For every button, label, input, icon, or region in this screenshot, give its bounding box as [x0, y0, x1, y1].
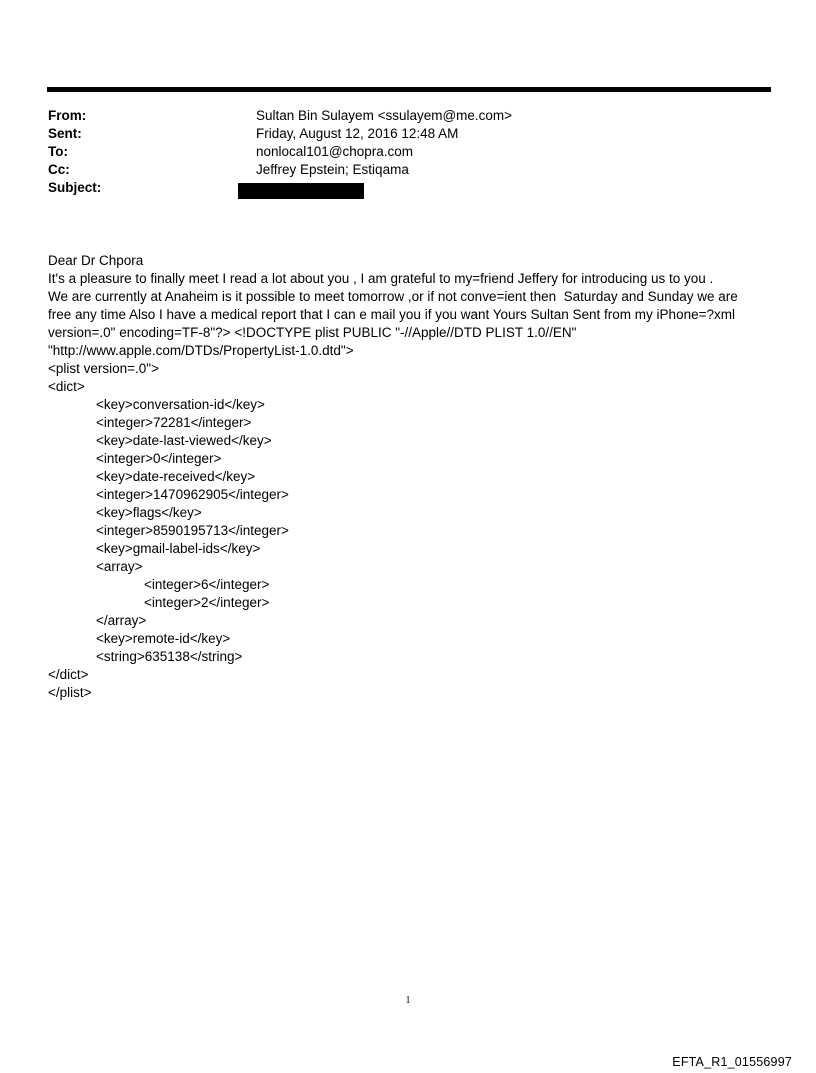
cc-row: [48, 161, 748, 179]
header-divider: [47, 87, 771, 92]
from-value: Sultan Bin Sulayem <ssulayem@me.com>: [256, 108, 513, 123]
body-line: <integer>72281</integer>: [96, 415, 252, 430]
body-line: <key>conversation-id</key>: [96, 397, 265, 412]
body-line: <integer>0</integer>: [96, 451, 222, 466]
body-line: <key>gmail-label-ids</key>: [96, 541, 261, 556]
body-line: </array>: [96, 613, 147, 628]
body-line: </dict>: [48, 667, 89, 682]
to-row: [48, 143, 748, 161]
body-line: <string>635138</string>: [96, 649, 243, 664]
document-id: EFTA_R1_01556997: [672, 1055, 792, 1069]
subject-label: Subject:: [48, 180, 102, 195]
sent-row: [48, 125, 748, 143]
body-line: <key>date-received</key>: [96, 469, 256, 484]
subject-row: [48, 179, 748, 197]
body-line: <key>remote-id</key>: [96, 631, 231, 646]
body-line: We are currently at Anaheim is it possible to meet tomorrow ,or if not conve=ient then Saturday and Sunday we are: [48, 289, 738, 304]
body-line: It's a pleasure to finally meet I read a lot about you , I am grateful to my=friend Jeffery for introducing us to you .: [48, 271, 714, 286]
body-line: Dear Dr Chpora: [48, 253, 144, 268]
body-line: "http://www.apple.com/DTDs/PropertyList-1.0.dtd">: [48, 343, 354, 358]
body-line: version=.0" encoding=TF-8"?> <!DOCTYPE plist PUBLIC "-//Apple//DTD PLIST 1.0//EN": [48, 325, 577, 340]
body-line: <dict>: [48, 379, 85, 394]
body-line: <integer>6</integer>: [144, 577, 270, 592]
body-line: <integer>1470962905</integer>: [96, 487, 289, 502]
page-number: 1: [405, 995, 411, 1006]
sent-label: Sent:: [48, 126, 82, 141]
body-line: </plist>: [48, 685, 92, 700]
cc-label: Cc:: [48, 162, 70, 177]
cc-value: Jeffrey Epstein; Estiqama: [256, 162, 409, 177]
email-body: [48, 252, 768, 702]
body-line: <plist version=.0">: [48, 361, 159, 376]
body-line: <key>flags</key>: [96, 505, 202, 520]
subject-redaction-block: [238, 183, 364, 199]
from-row: [48, 107, 748, 125]
email-header: [48, 107, 748, 197]
body-line: <array>: [96, 559, 143, 574]
body-line: <integer>8590195713</integer>: [96, 523, 289, 538]
from-label: From:: [48, 108, 87, 123]
to-label: To:: [48, 144, 68, 159]
body-line: <integer>2</integer>: [144, 595, 270, 610]
sent-value: Friday, August 12, 2016 12:48 AM: [256, 126, 459, 141]
to-value: nonlocal101@chopra.com: [256, 144, 414, 159]
body-line: free any time Also I have a medical report that I can e mail you if you want Yours Sultan Sent from my iPhone=?xml: [48, 307, 735, 322]
body-line: <key>date-last-viewed</key>: [96, 433, 272, 448]
